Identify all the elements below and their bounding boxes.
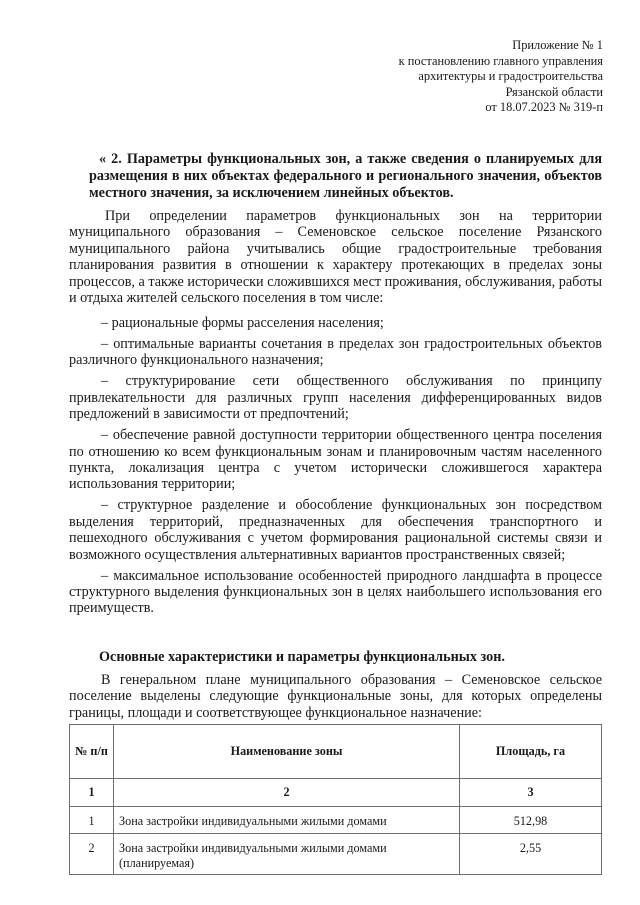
zone-name: Зона застройки индивидуальными жилыми домами (планируемая) <box>114 834 460 875</box>
appendix-line: архитектуры и градостроительства <box>418 69 603 84</box>
appendix-line: Приложение № 1 <box>512 38 603 52</box>
table-header-row <box>70 725 602 779</box>
column-number: 3 <box>460 779 602 807</box>
appendix-line: Рязанской области <box>505 84 603 99</box>
bullet-list <box>69 315 602 621</box>
bullet-item: – структурное разделение и обособление функциональных зон посредством выделения территорий, предназначенных для обеспечения транспортного и пешеходного обслуживания с учетом формирования рациональной системы связи и возможного осуществления альтернативных вариантов пространственных связей; <box>69 497 602 563</box>
column-number: 1 <box>70 779 114 807</box>
column-number: 2 <box>114 779 460 807</box>
bullet-item: – обеспечение равной доступности территории общественного центра поселения по отношению ко всем функциональным зонам и планировочным частям населенного пункта, локализация центра с учетом исторически сложившегося характера использования территории; <box>69 427 602 493</box>
header-num: № п/п <box>70 725 114 779</box>
zones-intro-paragraph: В генеральном плане муниципального образования – Семеновское сельское поселение выделены следующие функциональные зоны, для которых определены границы, площади и соответствующее функциональное назначение: <box>69 672 602 721</box>
appendix-line: от 18.07.2023 № 319-п <box>485 100 603 115</box>
row-number: 2 <box>70 834 114 875</box>
bullet-item: – структурирование сети общественного обслуживания по принципу привлекательности для различных групп населения дифференцированных видов предложений в зависимости от предпочтений; <box>69 373 602 423</box>
bullet-item: – рациональные формы расселения населения; <box>101 315 384 331</box>
bullet-item: – максимальное использование особенностей природного ландшафта в процессе структурного выделения функциональных зон в целях наибольшего использования его преимуществ. <box>69 567 602 617</box>
bullet-item: – оптимальные варианты сочетания в пределах зон градостроительных объектов различного функционального назначения; <box>69 336 602 369</box>
table-column-numbers-row <box>70 779 602 807</box>
table-row <box>70 807 602 834</box>
zone-area: 2,55 <box>460 834 602 875</box>
table-row <box>70 834 602 875</box>
row-number: 1 <box>70 807 114 834</box>
intro-paragraph-block <box>69 208 602 306</box>
zones-intro-block <box>69 672 602 721</box>
sub-heading: Основные характеристики и параметры функциональных зон. <box>99 649 505 665</box>
header-zone-name: Наименование зоны <box>114 725 460 779</box>
header-area: Площадь, га <box>460 725 602 779</box>
zones-table <box>69 724 602 875</box>
zone-name: Зона застройки индивидуальными жилыми домами <box>114 807 460 834</box>
section-title: « 2. Параметры функциональных зон, а также сведения о планируемых для размещения в них объектах федерального и регионального значения, объектов местного значения, за исключением линейных объектов. <box>89 151 602 201</box>
intro-paragraph: При определении параметров функциональных зон на территории муниципального образования – Семеновское сельское поселение Рязанского муниципального района учитывались общие градостроительные требования планирования развития в отношении к характеру протекающих в пределах зоны процессов, а также исторически сложившихся мест проживания, обслуживания, работы и отдыха жителей сельского поселения в том числе: <box>69 208 602 307</box>
zone-area: 512,98 <box>460 807 602 834</box>
appendix-line: к постановлению главного управления <box>398 53 603 68</box>
appendix-block <box>399 38 603 116</box>
